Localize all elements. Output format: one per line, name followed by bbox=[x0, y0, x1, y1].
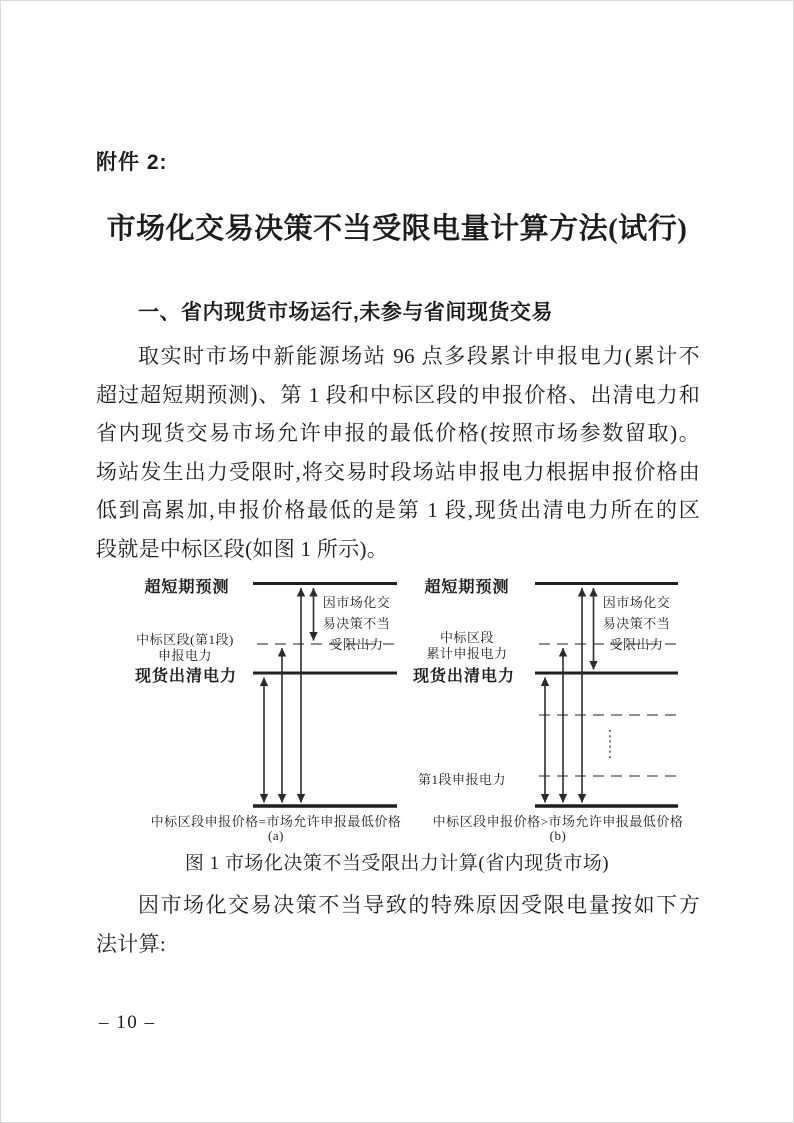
forecast-label-b: 超短期预测 bbox=[424, 579, 510, 596]
figure-caption: 图 1 市场化决策不当受限出力计算(省内现货市场) bbox=[184, 853, 610, 874]
bid-label-a-line1: 中标区段(第1段) bbox=[136, 632, 234, 647]
panel-a-arrows bbox=[264, 588, 314, 803]
clearing-label-b: 现货出清电力 bbox=[412, 668, 515, 685]
curtail-label-a bbox=[318, 592, 395, 655]
paragraph-2 bbox=[96, 886, 700, 963]
paragraph-1 bbox=[96, 337, 700, 569]
body-line: 因市场化交易决策不当导致的特殊原因受限电量按如下方 bbox=[138, 893, 700, 917]
attachment-label: 附件 2: bbox=[96, 151, 168, 174]
body-line: 段就是中标区段(如图 1 所示)。 bbox=[96, 536, 389, 561]
curtail-label-b-line3: 受限出力 bbox=[609, 637, 664, 652]
bid-label-b-line2: 累计申报电力 bbox=[426, 646, 508, 661]
bottom-label-b: 中标区段申报价格>市场允许申报最低价格 bbox=[432, 814, 684, 829]
panel-tag-a: (a) bbox=[268, 828, 284, 843]
body-line: 法计算: bbox=[96, 931, 167, 956]
panel-b-arrows bbox=[545, 588, 594, 803]
clearing-label-a: 现货出清电力 bbox=[134, 668, 237, 685]
curtail-label-a-line2: 易决策不当 bbox=[322, 616, 391, 631]
forecast-label-a: 超短期预测 bbox=[144, 579, 230, 596]
page-number: – 10 – bbox=[99, 1012, 156, 1033]
body-line: 省内现货交易市场允许申报的最低价格(按照市场参数留取)。 bbox=[96, 421, 700, 446]
body-line: 取实时市场中新能源场站 96 点多段累计申报电力(累计不 bbox=[138, 344, 700, 368]
section-heading: 一、省内现货市场运行,未参与省间现货交易 bbox=[138, 301, 553, 324]
bid-label-b-line1: 中标区段 bbox=[439, 630, 494, 645]
bottom-label-a: 中标区段申报价格=市场允许申报最低价格 bbox=[150, 814, 402, 829]
panel-tag-b: (b) bbox=[549, 828, 567, 843]
body-line: 场站发生出力受限时,将交易时段场站申报电力根据申报价格由 bbox=[96, 459, 700, 484]
body-line: 低到高累加,申报价格最低的是第 1 段,现货出清电力所在的区 bbox=[96, 498, 700, 523]
body-line: 超过超短期预测)、第 1 段和中标区段的申报价格、出清电力和 bbox=[96, 382, 700, 407]
bid-label-a-line2: 申报电力 bbox=[157, 648, 212, 663]
document-title: 市场化交易决策不当受限电量计算方法(试行) bbox=[106, 213, 688, 245]
curtail-label-b-line2: 易决策不当 bbox=[602, 616, 671, 631]
curtail-label-a-line3: 受限出力 bbox=[329, 637, 384, 652]
segment1-label-b: 第1段申报电力 bbox=[417, 772, 506, 787]
curtail-label-b-line1: 因市场化交 bbox=[602, 595, 671, 610]
curtail-label-a-line1: 因市场化交 bbox=[322, 595, 391, 610]
curtail-label-b bbox=[598, 592, 675, 655]
